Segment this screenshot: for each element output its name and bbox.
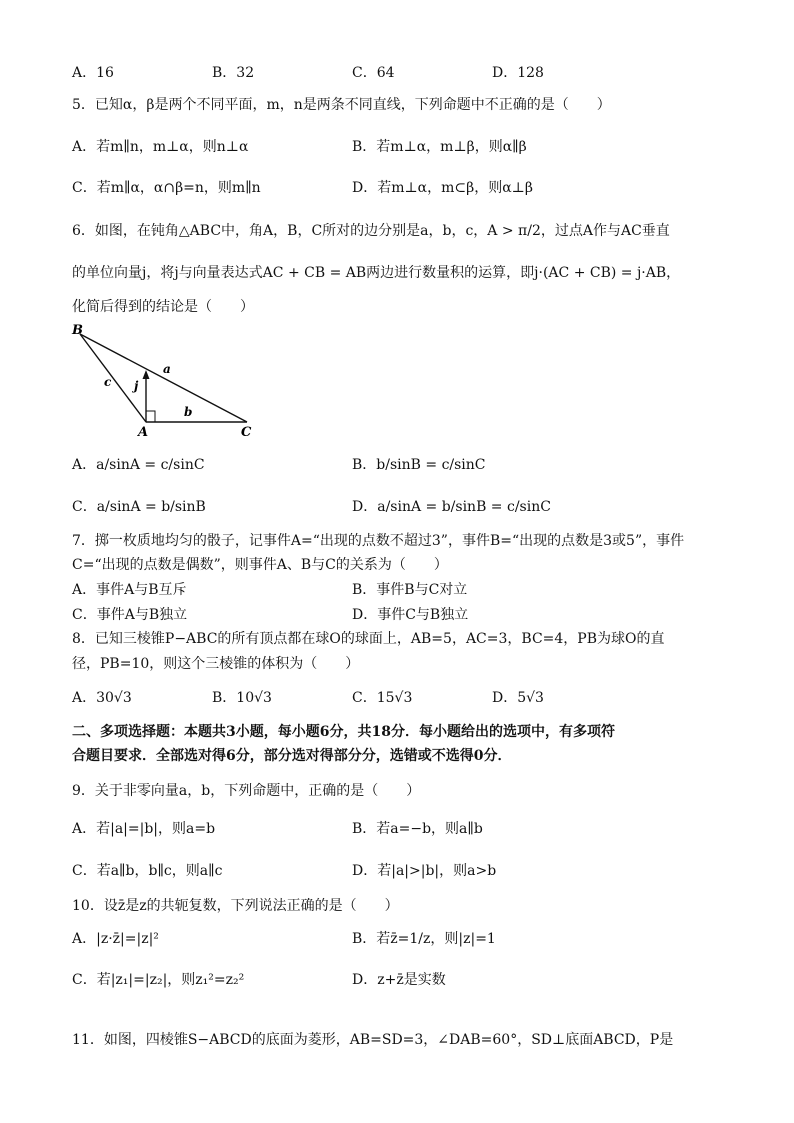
vector-j-arrowhead: [143, 370, 150, 379]
q5-option-a: A．若m∥n，m⊥α，则n⊥α: [72, 139, 249, 155]
q5-option-c: C．若m∥α，α∩β=n，则m∥n: [72, 180, 261, 196]
q6-line-3: 化简后得到的结论是（ ）: [72, 299, 254, 315]
q4-option-b: B．32: [212, 65, 255, 81]
q10-option-d: D．z+z̄是实数: [352, 972, 446, 988]
q6-option-d: D．a/sinA = b/sinB = c/sinC: [352, 499, 551, 515]
q9-option-b: B．若a=−b，则a∥b: [352, 821, 483, 837]
q10-stem: 10．设z̄是z的共轭复数，下列说法正确的是（ ）: [72, 898, 399, 914]
q9-option-c: C．若a∥b，b∥c，则a∥c: [72, 863, 223, 879]
q8-line-1: 8．已知三棱锥P−ABC的所有顶点都在球O的球面上，AB=5，AC=3，BC=4，PB为球O的直: [72, 631, 665, 647]
q8-option-d: D．5√3: [492, 690, 544, 706]
label-C: C: [241, 425, 252, 438]
q10-option-a: A．|z·z̄|=|z|²: [72, 931, 159, 947]
q11-line-1: 11．如图，四棱锥S−ABCD的底面为菱形，AB=SD=3，∠DAB=60°，SD⊥底面ABCD，P是: [72, 1032, 674, 1048]
q7-line-1: 7．掷一枚质地均匀的骰子，记事件A=“出现的点数不超过3”，事件B=“出现的点数是3或5”，事件: [72, 533, 685, 549]
q7-option-b: B．事件B与C对立: [352, 582, 468, 598]
q8-option-c: C．15√3: [352, 690, 413, 706]
q5-option-b: B．若m⊥α，m⊥β，则α∥β: [352, 139, 527, 155]
q5-option-d: D．若m⊥α，m⊂β，则α⊥β: [352, 180, 533, 196]
q6-line-1: 6．如图，在钝角△ABC中，角A，B，C所对的边分别是a，b，c，A > π/2，过点A作与AC垂直: [72, 223, 670, 239]
q4-option-c: C．64: [352, 65, 395, 81]
label-b: b: [184, 405, 193, 419]
section-2-heading-line-2: 合题目要求．全部选对得6分，部分选对得部分分，选错或不选得0分．: [72, 748, 512, 764]
label-j: j: [134, 379, 139, 393]
q9-option-d: D．若|a|>|b|，则a>b: [352, 863, 497, 879]
q8-option-a: A．30√3: [72, 690, 132, 706]
q7-option-d: D．事件C与B独立: [352, 607, 469, 623]
q4-option-a: A．16: [72, 65, 114, 81]
label-B: B: [72, 323, 83, 338]
label-A: A: [138, 425, 149, 438]
q8-line-2: 径，PB=10，则这个三棱锥的体积为（ ）: [72, 656, 360, 672]
label-a: a: [163, 362, 171, 376]
q6-line-2: 的单位向量j，将j与向量表达式AC + CB = AB两边进行数量积的运算，即j·(AC + CB) = j·AB，: [72, 265, 681, 281]
q9-option-a: A．若|a|=|b|，则a=b: [72, 821, 216, 837]
q9-stem: 9．关于非零向量a，b，下列命题中，正确的是（ ）: [72, 783, 421, 799]
q7-line-2: C=“出现的点数是偶数”，则事件A、B与C的关系为（ ）: [72, 557, 448, 573]
q6-option-c: C．a/sinA = b/sinB: [72, 499, 206, 515]
side-c: [80, 334, 146, 422]
q6-option-b: B．b/sinB = c/sinC: [352, 457, 486, 473]
section-2-heading-line-1: 二、多项选择题：本题共3小题，每小题6分，共18分．每小题给出的选项中，有多项符: [72, 724, 615, 740]
right-angle-mark: [146, 411, 155, 422]
q7-option-a: A．事件A与B互斥: [72, 582, 187, 598]
q10-option-b: B．若z̄=1/z，则|z|=1: [352, 931, 496, 947]
q8-option-b: B．10√3: [212, 690, 272, 706]
q7-option-c: C．事件A与B独立: [72, 607, 188, 623]
triangle-figure: [66, 323, 266, 438]
label-c: c: [104, 375, 112, 389]
q5-stem: 5．已知α，β是两个不同平面，m，n是两条不同直线，下列命题中不正确的是（ ）: [72, 97, 611, 113]
q10-option-c: C．若|z₁|=|z₂|，则z₁²=z₂²: [72, 972, 245, 988]
q4-option-d: D．128: [492, 65, 544, 81]
q6-option-a: A．a/sinA = c/sinC: [72, 457, 205, 473]
